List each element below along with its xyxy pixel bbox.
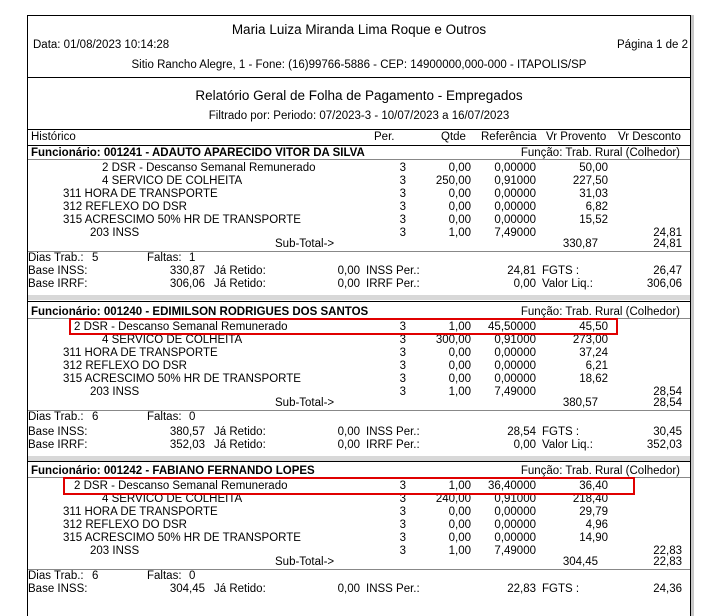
dias-trab-value: 5 bbox=[92, 252, 99, 264]
highlight-box bbox=[63, 477, 635, 495]
col-desconto: Vr Desconto bbox=[618, 131, 681, 143]
subtotal-provento: 304,45 bbox=[562, 556, 598, 568]
section-separator bbox=[28, 295, 690, 300]
col-historico: Histórico bbox=[31, 131, 76, 143]
column-header-divider bbox=[28, 145, 690, 146]
section-divider bbox=[28, 461, 690, 462]
employee-title: Funcionário: 001242 - FABIANO FERNANDO LOPES bbox=[31, 465, 315, 477]
company-name: Maria Luiza Miranda Lima Roque e Outros bbox=[231, 22, 487, 37]
report-page: Maria Luiza Miranda Lima Roque e Outros Data: 01/08/2023 10:14:28 Página 1 de 2 Sitio Rancho Alegre, 1 - Fone: (16)99766-5886 - CEP: 14900000,000-000 - ITAPOLIS/SP Relatório Geral de Folha de Pagamento - Empregados Filtrado por: Periodo: 07/2023-3 - 10/07/2023 a 16/07/2023 Histórico Per. Qtde Referência Vr Provento Vr Desconto Funcionário: 001241 - ADAUTO APARECIDO VITOR DA SILVA Função: Trab. Rural (Colhedor) 2 DSR - Descanso Semanal Remunerado 3 0,00 0,00000 50,00 4 SERVICO DE COLHEITA 3 250,00 0,91000 227,50 311 HORA DE TRANSPORTE 3 0,00 0,00000 31,03 312 REFLEXO DO DSR 3 0,00 0,00000 6,82 315 ACRESCIMO 50% HR DE TRANSPORTE 3 0,00 0,00000 15,52 203 INSS 3 1,00 7,49000 24,81 Sub-Total-> 330,87 24,81 Dias Trab.: 5 Faltas: 1 Base INSS: 330,87 Já Retido: 0,00 INSS Per.: 24,81 FGTS : 26,47 Base IRRF: 306,06 Já Retido: 0,00 IRRF Per.: 0,00 Valor Liq.: 306,06 Funcionário: 001240 - EDIMILSON RODRIGUES DOS SANTOS Função: Trab. Rural (Colhedor) 2 DSR - Descanso Semanal Remunerado 3 1,00 45,50000 45,50 4 SERVICO DE COLHEITA 3 300,00 0,91000 273,00 311 HORA DE TRANSPORTE 3 0,00 0,00000 37,24 312 REFLEXO DO DSR 3 0,00 0,00000 6,21 315 ACRESCIMO 50% HR DE TRANSPORTE 3 0,00 0,00000 18,62 203 INSS 3 1,00 7,49000 28,54 Sub-Total-> 380,57 28,54 Dias Trab.: 6 Faltas: 0 Base INSS: 380,57 Já Retido: 0,00 INSS Per.: 28,54 FGTS : 30,45 Base IRRF: 352,03 Já Retido: 0,00 IRRF Per.: 0,00 Valor Liq.: 352,03 Funcionário: 001242 - FABIANO FERNANDO LOPES Função: Trab. Rural (Colhedor) 2 DSR - Descanso Semanal Remunerado 3 1,00 36,40000 36,40 4 SERVICO DE COLHEITA 3 240,00 0,91000 218,40 311 HORA DE TRANSPORTE 3 0,00 0,00000 29,79 312 REFLEXO DO DSR 3 0,00 0,00000 4,96 315 ACRESCIMO 50% HR DE TRANSPORTE 3 0,00 0,00000 14,90 203 INSS 3 1,00 7,49000 22,83 Sub-Total-> 304,45 22,83 Dias Trab.: 6 Faltas: 0 Base INSS: 304,45 Já Retido: 0,00 INSS Per.: 22,83 FGTS : 24,36 bbox=[27, 15, 691, 616]
column-header-top-divider bbox=[28, 129, 690, 130]
subtotal-label: Sub-Total-> bbox=[275, 238, 335, 250]
highlight-box bbox=[69, 318, 618, 335]
report-filter: Filtrado por: Periodo: 07/2023-3 - 10/07/2023 a 16/07/2023 bbox=[208, 110, 510, 122]
col-qtde: Qtde bbox=[441, 131, 466, 143]
summary-divider bbox=[28, 569, 690, 570]
subtotal-desconto: 22,83 bbox=[653, 556, 682, 568]
dias-trab-value: 6 bbox=[92, 570, 99, 582]
header-divider bbox=[28, 77, 690, 78]
report-title: Relatório Geral de Folha de Pagamento - Empregados bbox=[195, 88, 523, 103]
subtotal-label: Sub-Total-> bbox=[275, 397, 335, 409]
subtotal-provento: 330,87 bbox=[562, 238, 598, 250]
faltas-value: 0 bbox=[189, 411, 196, 423]
col-provento: Vr Provento bbox=[546, 131, 607, 143]
subtotal-desconto: 28,54 bbox=[653, 397, 682, 409]
summary-divider bbox=[28, 251, 690, 252]
section-divider bbox=[28, 301, 690, 302]
employee-title: Funcionário: 001240 - EDIMILSON RODRIGUES DOS SANTOS bbox=[31, 306, 369, 318]
print-date: Data: 01/08/2023 10:14:28 bbox=[33, 39, 170, 51]
employee-divider bbox=[28, 159, 690, 160]
employee-title: Funcionário: 001241 - ADAUTO APARECIDO VITOR DA SILVA bbox=[31, 147, 365, 159]
col-per: Per. bbox=[374, 131, 395, 143]
employee-function: Função: Trab. Rural (Colhedor) bbox=[520, 147, 680, 159]
employee-function: Função: Trab. Rural (Colhedor) bbox=[520, 465, 680, 477]
company-address: Sitio Rancho Alegre, 1 - Fone: (16)99766-5886 - CEP: 14900000,000-000 - ITAPOLIS/SP bbox=[131, 59, 587, 71]
subtotal-label: Sub-Total-> bbox=[275, 556, 335, 568]
faltas-value: 1 bbox=[189, 252, 196, 264]
col-referencia: Referência bbox=[481, 131, 537, 143]
summary-divider bbox=[28, 410, 690, 411]
subtotal-provento: 380,57 bbox=[562, 397, 598, 409]
subtotal-desconto: 24,81 bbox=[653, 238, 682, 250]
faltas-value: 0 bbox=[189, 570, 196, 582]
page-number: Página 1 de 2 bbox=[617, 39, 688, 51]
employee-function: Função: Trab. Rural (Colhedor) bbox=[520, 306, 680, 318]
dias-trab-value: 6 bbox=[92, 411, 99, 423]
